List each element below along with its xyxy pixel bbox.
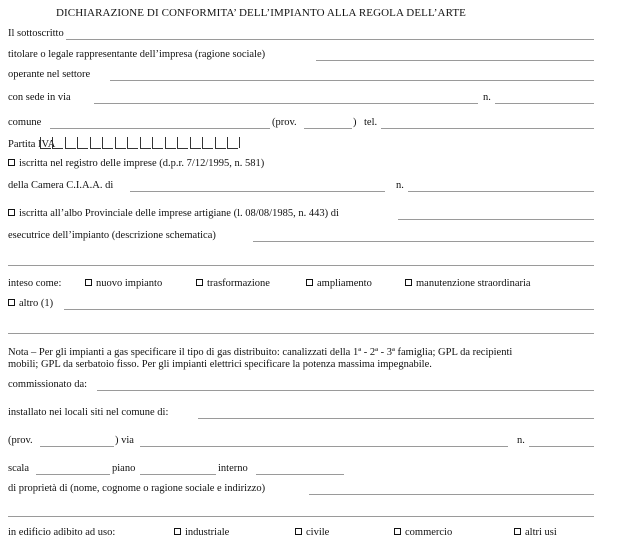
prov-field[interactable] [304, 128, 352, 129]
label-operante: operante nel settore [8, 69, 91, 80]
option-ampliamento[interactable] [306, 278, 372, 290]
piva-digit[interactable] [40, 137, 51, 149]
piva-digit[interactable] [190, 137, 201, 149]
label-sottoscritto: Il sottoscritto [8, 28, 64, 39]
label-albo: iscritta all’albo Provinciale delle imprese artigiane (l. 08/08/1985, n. 443) di [19, 208, 339, 219]
label-proprieta: di proprietà di (nome, cognome o ragione sociale e indirizzo) [8, 483, 266, 494]
piano-field[interactable] [140, 474, 216, 475]
label-partita-iva: Partita IVA [8, 139, 56, 150]
nota-line-1: Nota – Per gli impianti a gas specificare il tipo di gas distribuito: canalizzati della 1ª - 2ª - 3ª famiglia; GPL da recipienti [8, 347, 513, 358]
label-sede: con sede in via [8, 92, 71, 103]
option-manutenzione[interactable] [405, 278, 531, 290]
checkbox-icon[interactable] [8, 209, 15, 216]
piva-digit[interactable] [227, 137, 238, 149]
proprieta-field-2[interactable] [8, 516, 594, 517]
altro-field-2[interactable] [8, 333, 594, 334]
piva-digit[interactable] [215, 137, 226, 149]
option-label: civile [306, 527, 330, 538]
piva-digit[interactable] [90, 137, 101, 149]
option-label: ampliamento [317, 278, 372, 289]
checkbox-icon[interactable] [405, 279, 412, 286]
titolare-field[interactable] [316, 60, 594, 61]
piva-digit[interactable] [102, 137, 113, 149]
site-prov-field[interactable] [40, 446, 114, 447]
piva-digit[interactable] [165, 137, 176, 149]
option-label: trasformazione [207, 278, 270, 289]
checkbox-icon[interactable] [174, 528, 181, 535]
proprieta-field[interactable] [309, 494, 594, 495]
tel-field[interactable] [381, 128, 594, 129]
option-altri-usi[interactable] [514, 527, 557, 539]
option-label: nuovo impianto [96, 278, 163, 289]
registro-option[interactable] [8, 158, 264, 170]
numero-field[interactable] [495, 103, 594, 104]
label-inteso: inteso come: [8, 278, 62, 289]
label-site-prov: (prov. [8, 435, 33, 446]
site-numero-field[interactable] [529, 446, 594, 447]
label-scala: scala [8, 463, 29, 474]
installato-field[interactable] [198, 418, 594, 419]
option-label: altro (1) [19, 298, 54, 309]
label-registro: iscritta nel registro delle imprese (d.p.r. 7/12/1995, n. 581) [19, 158, 265, 169]
label-site-via: ) via [115, 435, 134, 446]
option-industriale[interactable] [174, 527, 229, 539]
checkbox-icon[interactable] [8, 299, 15, 306]
label-site-numero: n. [517, 435, 525, 446]
option-nuovo-impianto[interactable] [85, 278, 162, 290]
interno-field[interactable] [256, 474, 344, 475]
altro-field[interactable] [64, 309, 594, 310]
albo-option[interactable] [8, 208, 339, 220]
piva-digit[interactable] [127, 137, 138, 149]
site-via-field[interactable] [140, 446, 508, 447]
label-comune: comune [8, 117, 42, 128]
piva-digit[interactable] [140, 137, 151, 149]
scala-field[interactable] [36, 474, 110, 475]
piva-digit[interactable] [52, 137, 63, 149]
label-installato: installato nei locali siti nel comune di: [8, 407, 169, 418]
document-title: DICHIARAZIONE DI CONFORMITA’ DELL’IMPIANTO ALLA REGOLA DELL’ARTE [56, 7, 467, 19]
label-titolare: titolare o legale rappresentante dell’impresa (ragione sociale) [8, 49, 266, 60]
option-altro[interactable] [8, 298, 53, 310]
checkbox-icon[interactable] [394, 528, 401, 535]
option-label: commercio [405, 527, 453, 538]
label-edificio: in edificio adibito ad uso: [8, 527, 116, 538]
checkbox-icon[interactable] [514, 528, 521, 535]
label-numero: n. [483, 92, 491, 103]
option-label: manutenzione straordinaria [416, 278, 531, 289]
piva-digit[interactable] [115, 137, 126, 149]
checkbox-icon[interactable] [85, 279, 92, 286]
camera-field[interactable] [130, 191, 385, 192]
label-piano: piano [112, 463, 136, 474]
label-esecutrice: esecutrice dell’impianto (descrizione schematica) [8, 230, 216, 241]
checkbox-icon[interactable] [306, 279, 313, 286]
piva-digit[interactable] [177, 137, 188, 149]
checkbox-icon[interactable] [196, 279, 203, 286]
option-label: altri usi [525, 527, 557, 538]
option-commercio[interactable] [394, 527, 452, 539]
esecutrice-field[interactable] [253, 241, 594, 242]
commissionato-field[interactable] [97, 390, 594, 391]
option-label: industriale [185, 527, 230, 538]
comune-field[interactable] [50, 128, 270, 129]
camera-numero-field[interactable] [408, 191, 594, 192]
label-camera-numero: n. [396, 180, 404, 191]
albo-field[interactable] [398, 219, 594, 220]
label-commissionato: commissionato da: [8, 379, 88, 390]
piva-end [239, 137, 240, 148]
label-tel: tel. [364, 117, 378, 128]
option-trasformazione[interactable] [196, 278, 270, 290]
label-camera: della Camera C.I.A.A. di [8, 180, 114, 191]
piva-digit[interactable] [202, 137, 213, 149]
sottoscritto-field[interactable] [66, 39, 594, 40]
nota-line-2: mobili; GPL da serbatoio fisso. Per gli impianti elettrici specificare la potenza massima impegnabile. [8, 359, 432, 370]
esecutrice-field-2[interactable] [8, 265, 594, 266]
checkbox-icon[interactable] [295, 528, 302, 535]
label-interno: interno [218, 463, 248, 474]
option-civile[interactable] [295, 527, 329, 539]
checkbox-icon[interactable] [8, 159, 15, 166]
settore-field[interactable] [110, 80, 594, 81]
piva-digit[interactable] [77, 137, 88, 149]
label-prov: (prov. [272, 117, 297, 128]
via-field[interactable] [94, 103, 478, 104]
piva-digit[interactable] [152, 137, 163, 149]
piva-digit[interactable] [65, 137, 76, 149]
label-prov-close: ) [353, 117, 357, 128]
